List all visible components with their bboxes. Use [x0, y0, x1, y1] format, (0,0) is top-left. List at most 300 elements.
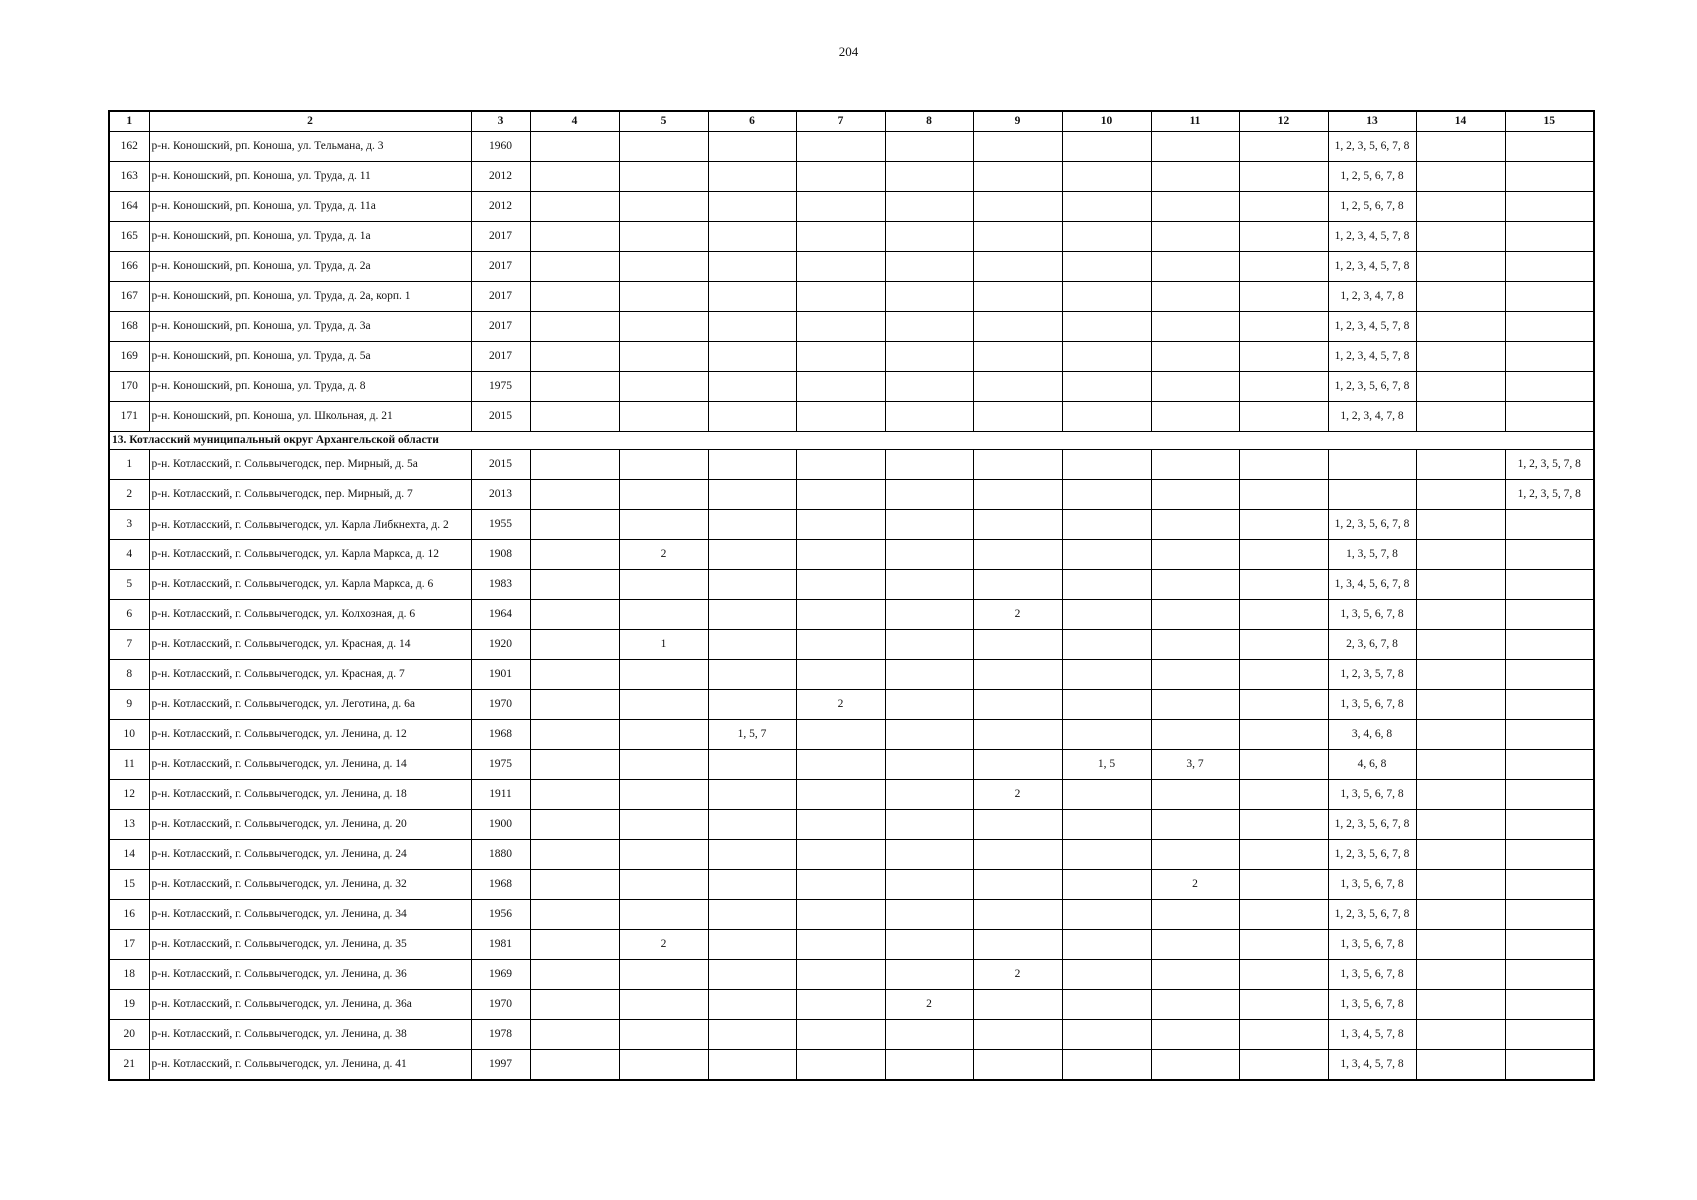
column-12-cell: [1239, 930, 1328, 960]
column-4-cell: [530, 750, 619, 780]
column-7-cell: [796, 252, 885, 282]
column-13-cell: 1, 3, 4, 5, 7, 8: [1328, 1020, 1416, 1050]
column-4-cell: [530, 990, 619, 1020]
column-5-cell: 1: [619, 630, 708, 660]
table-row: [109, 750, 1594, 780]
table-row: [109, 312, 1594, 342]
column-10-cell: [1062, 162, 1151, 192]
column-12-cell: [1239, 960, 1328, 990]
column-4-cell: [530, 312, 619, 342]
column-7-cell: [796, 720, 885, 750]
year-cell: 1880: [471, 840, 530, 870]
column-12-cell: [1239, 900, 1328, 930]
column-14-cell: [1416, 1020, 1505, 1050]
column-10-cell: [1062, 960, 1151, 990]
table-row: [109, 162, 1594, 192]
row-number-cell: 3: [109, 510, 149, 540]
column-14-cell: [1416, 690, 1505, 720]
table-row: [109, 660, 1594, 690]
column-6-cell: 1, 5, 7: [708, 720, 796, 750]
column-13-cell: 1, 2, 3, 5, 6, 7, 8: [1328, 840, 1416, 870]
column-11-cell: [1151, 252, 1239, 282]
column-14-cell: [1416, 222, 1505, 252]
column-9-cell: [973, 570, 1062, 600]
column-7-cell: [796, 162, 885, 192]
column-15-cell: [1505, 342, 1594, 372]
column-15-cell: [1505, 162, 1594, 192]
column-9-cell: [973, 1050, 1062, 1081]
year-cell: 1970: [471, 990, 530, 1020]
column-9-cell: [973, 660, 1062, 690]
column-7-cell: [796, 282, 885, 312]
column-11-cell: [1151, 372, 1239, 402]
column-9-cell: [973, 162, 1062, 192]
column-12-cell: [1239, 600, 1328, 630]
column-14-cell: [1416, 810, 1505, 840]
table-row: [109, 960, 1594, 990]
column-5-cell: [619, 282, 708, 312]
column-4-cell: [530, 132, 619, 162]
column-11-cell: [1151, 222, 1239, 252]
column-9-cell: [973, 1020, 1062, 1050]
address-cell: р-н. Коношский, рп. Коноша, ул. Труда, д. 11: [149, 162, 471, 192]
column-15-cell: [1505, 540, 1594, 570]
row-number-cell: 163: [109, 162, 149, 192]
column-9-cell: [973, 342, 1062, 372]
column-5-cell: 2: [619, 930, 708, 960]
column-11-cell: [1151, 480, 1239, 510]
column-4-cell: [530, 960, 619, 990]
column-11-cell: [1151, 450, 1239, 480]
column-13-cell: 1, 3, 5, 6, 7, 8: [1328, 990, 1416, 1020]
column-9-cell: [973, 990, 1062, 1020]
column-9-cell: [973, 840, 1062, 870]
column-15-cell: [1505, 780, 1594, 810]
column-5-cell: [619, 600, 708, 630]
column-11-cell: [1151, 312, 1239, 342]
column-14-cell: [1416, 990, 1505, 1020]
year-cell: 1911: [471, 780, 530, 810]
year-cell: 1968: [471, 720, 530, 750]
table-row: [109, 450, 1594, 480]
column-4-cell: [530, 540, 619, 570]
column-12-cell: [1239, 162, 1328, 192]
column-13-cell: 1, 3, 5, 6, 7, 8: [1328, 690, 1416, 720]
column-7-cell: [796, 840, 885, 870]
column-9-cell: [973, 222, 1062, 252]
address-cell: р-н. Коношский, рп. Коноша, ул. Труда, д. 8: [149, 372, 471, 402]
table-row: [109, 720, 1594, 750]
column-header-2: 2: [149, 111, 471, 132]
column-7-cell: [796, 540, 885, 570]
column-5-cell: [619, 510, 708, 540]
year-cell: 1960: [471, 132, 530, 162]
column-5-cell: [619, 840, 708, 870]
column-7-cell: [796, 900, 885, 930]
column-9-cell: [973, 870, 1062, 900]
row-number-cell: 1: [109, 450, 149, 480]
column-6-cell: [708, 312, 796, 342]
address-cell: р-н. Котласский, г. Сольвычегодск, пер. Мирный, д. 5а: [149, 450, 471, 480]
column-13-cell: 1, 2, 3, 4, 5, 7, 8: [1328, 222, 1416, 252]
column-6-cell: [708, 342, 796, 372]
column-14-cell: [1416, 510, 1505, 540]
column-12-cell: [1239, 192, 1328, 222]
column-12-cell: [1239, 222, 1328, 252]
column-10-cell: [1062, 990, 1151, 1020]
column-9-cell: [973, 540, 1062, 570]
column-9-cell: [973, 192, 1062, 222]
column-15-cell: [1505, 1050, 1594, 1081]
column-7-cell: [796, 1050, 885, 1081]
column-15-cell: 1, 2, 3, 5, 7, 8: [1505, 480, 1594, 510]
column-9-cell: [973, 690, 1062, 720]
table-row: [109, 990, 1594, 1020]
row-number-cell: 9: [109, 690, 149, 720]
column-8-cell: [885, 510, 973, 540]
column-11-cell: [1151, 342, 1239, 372]
column-7-cell: 2: [796, 690, 885, 720]
column-8-cell: [885, 282, 973, 312]
column-8-cell: [885, 252, 973, 282]
column-7-cell: [796, 1020, 885, 1050]
column-8-cell: [885, 540, 973, 570]
table-row: [109, 342, 1594, 372]
column-11-cell: [1151, 900, 1239, 930]
column-header-5: 5: [619, 111, 708, 132]
column-14-cell: [1416, 312, 1505, 342]
column-14-cell: [1416, 480, 1505, 510]
table-row: [109, 600, 1594, 630]
address-cell: р-н. Коношский, рп. Коноша, ул. Школьная, д. 21: [149, 402, 471, 432]
column-6-cell: [708, 900, 796, 930]
column-header-1: 1: [109, 111, 149, 132]
column-8-cell: [885, 720, 973, 750]
year-cell: 1968: [471, 870, 530, 900]
column-14-cell: [1416, 780, 1505, 810]
column-12-cell: [1239, 870, 1328, 900]
column-13-cell: 1, 2, 3, 4, 5, 7, 8: [1328, 252, 1416, 282]
column-4-cell: [530, 630, 619, 660]
column-4-cell: [530, 930, 619, 960]
table-row: [109, 402, 1594, 432]
column-5-cell: [619, 192, 708, 222]
column-12-cell: [1239, 990, 1328, 1020]
column-14-cell: [1416, 570, 1505, 600]
column-11-cell: [1151, 282, 1239, 312]
row-number-cell: 11: [109, 750, 149, 780]
column-14-cell: [1416, 282, 1505, 312]
address-cell: р-н. Котласский, г. Сольвычегодск, пер. Мирный, д. 7: [149, 480, 471, 510]
table-header-row: [109, 111, 1594, 132]
column-7-cell: [796, 402, 885, 432]
row-number-cell: 171: [109, 402, 149, 432]
column-4-cell: [530, 900, 619, 930]
column-5-cell: [619, 1050, 708, 1081]
year-cell: 1997: [471, 1050, 530, 1081]
column-12-cell: [1239, 810, 1328, 840]
address-cell: р-н. Котласский, г. Сольвычегодск, ул. Леготина, д. 6а: [149, 690, 471, 720]
column-12-cell: [1239, 840, 1328, 870]
column-4-cell: [530, 780, 619, 810]
column-13-cell: 1, 2, 5, 6, 7, 8: [1328, 162, 1416, 192]
column-4-cell: [530, 162, 619, 192]
address-cell: р-н. Коношский, рп. Коноша, ул. Труда, д. 11а: [149, 192, 471, 222]
address-cell: р-н. Котласский, г. Сольвычегодск, ул. Ленина, д. 12: [149, 720, 471, 750]
column-14-cell: [1416, 252, 1505, 282]
column-11-cell: [1151, 1020, 1239, 1050]
column-11-cell: [1151, 1050, 1239, 1081]
table-row: [109, 690, 1594, 720]
column-15-cell: [1505, 990, 1594, 1020]
page-number: 204: [838, 44, 859, 59]
column-8-cell: [885, 222, 973, 252]
column-12-cell: [1239, 690, 1328, 720]
column-15-cell: [1505, 720, 1594, 750]
column-12-cell: [1239, 1050, 1328, 1081]
column-13-cell: 1, 3, 5, 6, 7, 8: [1328, 780, 1416, 810]
row-number-cell: 4: [109, 540, 149, 570]
column-14-cell: [1416, 342, 1505, 372]
table-row: [109, 540, 1594, 570]
column-12-cell: [1239, 630, 1328, 660]
address-cell: р-н. Котласский, г. Сольвычегодск, ул. Ленина, д. 34: [149, 900, 471, 930]
column-8-cell: [885, 750, 973, 780]
table-row: [109, 900, 1594, 930]
table-row: [109, 252, 1594, 282]
column-13-cell: 1, 2, 5, 6, 7, 8: [1328, 192, 1416, 222]
column-13-cell: 1, 2, 3, 5, 7, 8: [1328, 660, 1416, 690]
column-10-cell: [1062, 660, 1151, 690]
column-13-cell: 1, 2, 3, 5, 6, 7, 8: [1328, 810, 1416, 840]
address-cell: р-н. Котласский, г. Сольвычегодск, ул. Карла Маркса, д. 12: [149, 540, 471, 570]
column-10-cell: [1062, 510, 1151, 540]
column-8-cell: [885, 840, 973, 870]
year-cell: 1900: [471, 810, 530, 840]
column-9-cell: [973, 312, 1062, 342]
column-5-cell: [619, 570, 708, 600]
column-12-cell: [1239, 780, 1328, 810]
column-15-cell: [1505, 630, 1594, 660]
column-11-cell: [1151, 540, 1239, 570]
column-4-cell: [530, 480, 619, 510]
column-9-cell: [973, 810, 1062, 840]
year-cell: 2017: [471, 342, 530, 372]
column-9-cell: [973, 900, 1062, 930]
column-4-cell: [530, 720, 619, 750]
column-header-11: 11: [1151, 111, 1239, 132]
column-4-cell: [530, 1020, 619, 1050]
column-7-cell: [796, 342, 885, 372]
column-15-cell: [1505, 282, 1594, 312]
column-5-cell: [619, 480, 708, 510]
year-cell: 1983: [471, 570, 530, 600]
year-cell: 1956: [471, 900, 530, 930]
column-8-cell: 2: [885, 990, 973, 1020]
row-number-cell: 16: [109, 900, 149, 930]
address-cell: р-н. Коношский, рп. Коноша, ул. Труда, д. 1а: [149, 222, 471, 252]
column-header-7: 7: [796, 111, 885, 132]
year-cell: 2015: [471, 402, 530, 432]
year-cell: 1978: [471, 1020, 530, 1050]
column-5-cell: [619, 450, 708, 480]
column-15-cell: [1505, 132, 1594, 162]
column-7-cell: [796, 750, 885, 780]
row-number-cell: 18: [109, 960, 149, 990]
column-13-cell: 1, 2, 3, 4, 5, 7, 8: [1328, 312, 1416, 342]
year-cell: 2017: [471, 222, 530, 252]
column-header-13: 13: [1328, 111, 1416, 132]
column-7-cell: [796, 510, 885, 540]
column-10-cell: [1062, 222, 1151, 252]
column-13-cell: 4, 6, 8: [1328, 750, 1416, 780]
table-row: [109, 840, 1594, 870]
column-6-cell: [708, 480, 796, 510]
column-8-cell: [885, 810, 973, 840]
column-4-cell: [530, 372, 619, 402]
column-4-cell: [530, 192, 619, 222]
address-cell: р-н. Коношский, рп. Коноша, ул. Труда, д. 2а: [149, 252, 471, 282]
column-10-cell: [1062, 132, 1151, 162]
column-header-10: 10: [1062, 111, 1151, 132]
column-12-cell: [1239, 510, 1328, 540]
column-11-cell: [1151, 600, 1239, 630]
column-6-cell: [708, 540, 796, 570]
row-number-cell: 8: [109, 660, 149, 690]
column-11-cell: [1151, 960, 1239, 990]
column-9-cell: [973, 480, 1062, 510]
table-body: [109, 132, 1594, 1081]
column-9-cell: [973, 282, 1062, 312]
column-11-cell: [1151, 132, 1239, 162]
year-cell: 1908: [471, 540, 530, 570]
column-5-cell: [619, 1020, 708, 1050]
table-row: [109, 510, 1594, 540]
column-5-cell: [619, 342, 708, 372]
column-8-cell: [885, 450, 973, 480]
column-15-cell: [1505, 510, 1594, 540]
column-6-cell: [708, 870, 796, 900]
column-10-cell: [1062, 930, 1151, 960]
column-15-cell: [1505, 570, 1594, 600]
row-number-cell: 13: [109, 810, 149, 840]
table-row: [109, 570, 1594, 600]
column-10-cell: [1062, 630, 1151, 660]
column-7-cell: [796, 132, 885, 162]
column-15-cell: [1505, 600, 1594, 630]
column-4-cell: [530, 510, 619, 540]
column-5-cell: [619, 870, 708, 900]
column-5-cell: [619, 750, 708, 780]
address-cell: р-н. Котласский, г. Сольвычегодск, ул. Ленина, д. 14: [149, 750, 471, 780]
column-15-cell: [1505, 840, 1594, 870]
column-9-cell: [973, 450, 1062, 480]
table-row: [109, 132, 1594, 162]
column-10-cell: [1062, 900, 1151, 930]
column-13-cell: 1, 3, 5, 6, 7, 8: [1328, 960, 1416, 990]
column-15-cell: 1, 2, 3, 5, 7, 8: [1505, 450, 1594, 480]
column-11-cell: [1151, 780, 1239, 810]
column-13-cell: 1, 2, 3, 4, 5, 7, 8: [1328, 342, 1416, 372]
column-12-cell: [1239, 750, 1328, 780]
column-6-cell: [708, 282, 796, 312]
column-4-cell: [530, 222, 619, 252]
row-number-cell: 167: [109, 282, 149, 312]
column-5-cell: 2: [619, 540, 708, 570]
column-12-cell: [1239, 132, 1328, 162]
column-8-cell: [885, 312, 973, 342]
column-15-cell: [1505, 660, 1594, 690]
column-11-cell: [1151, 402, 1239, 432]
address-cell: р-н. Котласский, г. Сольвычегодск, ул. Красная, д. 14: [149, 630, 471, 660]
column-15-cell: [1505, 372, 1594, 402]
column-13-cell: 1, 2, 3, 4, 7, 8: [1328, 282, 1416, 312]
table-row: [109, 222, 1594, 252]
address-cell: р-н. Котласский, г. Сольвычегодск, ул. Карла Либкнехта, д. 2: [149, 510, 471, 540]
row-number-cell: 6: [109, 600, 149, 630]
column-11-cell: 2: [1151, 870, 1239, 900]
column-12-cell: [1239, 1020, 1328, 1050]
column-10-cell: [1062, 870, 1151, 900]
column-7-cell: [796, 870, 885, 900]
address-cell: р-н. Котласский, г. Сольвычегодск, ул. Ленина, д. 41: [149, 1050, 471, 1081]
column-9-cell: 2: [973, 780, 1062, 810]
column-4-cell: [530, 600, 619, 630]
row-number-cell: 169: [109, 342, 149, 372]
column-13-cell: 3, 4, 6, 8: [1328, 720, 1416, 750]
column-8-cell: [885, 1020, 973, 1050]
column-4-cell: [530, 252, 619, 282]
column-7-cell: [796, 930, 885, 960]
column-header-12: 12: [1239, 111, 1328, 132]
column-15-cell: [1505, 960, 1594, 990]
column-12-cell: [1239, 282, 1328, 312]
column-6-cell: [708, 1050, 796, 1081]
column-7-cell: [796, 222, 885, 252]
column-10-cell: [1062, 1020, 1151, 1050]
column-5-cell: [619, 222, 708, 252]
column-7-cell: [796, 780, 885, 810]
column-4-cell: [530, 402, 619, 432]
address-cell: р-н. Котласский, г. Сольвычегодск, ул. Ленина, д. 38: [149, 1020, 471, 1050]
row-number-cell: 14: [109, 840, 149, 870]
column-6-cell: [708, 750, 796, 780]
table-row: [109, 630, 1594, 660]
column-15-cell: [1505, 192, 1594, 222]
column-14-cell: [1416, 540, 1505, 570]
column-12-cell: [1239, 372, 1328, 402]
column-4-cell: [530, 810, 619, 840]
column-6-cell: [708, 690, 796, 720]
column-4-cell: [530, 450, 619, 480]
address-cell: р-н. Котласский, г. Сольвычегодск, ул. Красная, д. 7: [149, 660, 471, 690]
column-14-cell: [1416, 132, 1505, 162]
row-number-cell: 20: [109, 1020, 149, 1050]
column-15-cell: [1505, 402, 1594, 432]
column-7-cell: [796, 450, 885, 480]
column-6-cell: [708, 840, 796, 870]
year-cell: 2017: [471, 252, 530, 282]
column-13-cell: 1, 2, 3, 5, 6, 7, 8: [1328, 900, 1416, 930]
column-14-cell: [1416, 600, 1505, 630]
column-header-4: 4: [530, 111, 619, 132]
column-15-cell: [1505, 900, 1594, 930]
column-5-cell: [619, 810, 708, 840]
column-10-cell: [1062, 402, 1151, 432]
column-8-cell: [885, 690, 973, 720]
column-6-cell: [708, 630, 796, 660]
column-8-cell: [885, 132, 973, 162]
